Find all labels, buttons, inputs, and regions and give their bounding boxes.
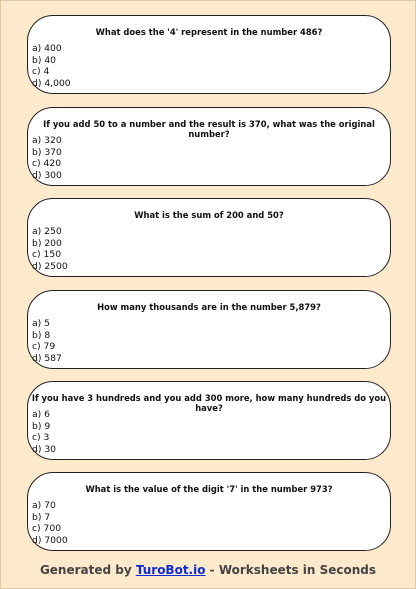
question-text: If you have 3 hundreds and you add 300 more, how many hundreds do you have? bbox=[31, 393, 387, 413]
option-a: a) 250 bbox=[32, 226, 62, 237]
option-b: b) 8 bbox=[32, 329, 51, 341]
question-text: What is the value of the digit '7' in the number 973? bbox=[85, 484, 333, 494]
question-text: What is the sum of 200 and 50? bbox=[134, 210, 284, 220]
option-b: b) 40 bbox=[32, 54, 57, 66]
option-d: d) 7000 bbox=[32, 534, 68, 546]
question-card-5 bbox=[27, 381, 391, 460]
option-a: a) 6 bbox=[32, 409, 50, 420]
footer-suffix: - Worksheets in Seconds bbox=[205, 563, 377, 577]
option-d: d) 30 bbox=[32, 443, 57, 455]
option-a: a) 5 bbox=[32, 318, 50, 329]
question-card-1 bbox=[27, 15, 391, 94]
answer-options bbox=[32, 409, 56, 455]
option-b: b) 9 bbox=[32, 420, 51, 432]
footer-prefix: Generated by bbox=[39, 563, 136, 577]
turobot-link[interactable]: TuroBot.io bbox=[135, 563, 206, 577]
question-text: What does the '4' represent in the number 486? bbox=[95, 27, 323, 37]
option-a: a) 400 bbox=[32, 43, 62, 54]
answer-options bbox=[32, 135, 62, 181]
option-c: c) 3 bbox=[32, 432, 50, 444]
option-a: a) 70 bbox=[32, 500, 56, 511]
option-d: d) 4,000 bbox=[32, 77, 71, 89]
question-card-3 bbox=[27, 198, 391, 277]
option-c: c) 79 bbox=[32, 341, 56, 353]
option-c: c) 150 bbox=[32, 249, 62, 261]
option-d: d) 300 bbox=[32, 169, 62, 181]
answer-options bbox=[32, 226, 68, 272]
question-card-2 bbox=[27, 107, 391, 186]
answer-options bbox=[32, 43, 71, 89]
question-card-4 bbox=[27, 290, 391, 369]
question-card-6 bbox=[27, 472, 391, 551]
option-b: b) 7 bbox=[32, 511, 51, 523]
answer-options bbox=[32, 318, 62, 364]
option-b: b) 200 bbox=[32, 237, 62, 249]
option-c: c) 4 bbox=[32, 66, 50, 78]
option-d: d) 2500 bbox=[32, 260, 68, 272]
option-d: d) 587 bbox=[32, 352, 62, 364]
answer-options bbox=[32, 500, 68, 546]
question-text: How many thousands are in the number 5,879? bbox=[97, 302, 321, 312]
option-a: a) 320 bbox=[32, 135, 62, 146]
option-b: b) 370 bbox=[32, 146, 62, 158]
option-c: c) 700 bbox=[32, 523, 62, 535]
footer-credit bbox=[1, 563, 415, 577]
option-c: c) 420 bbox=[32, 158, 62, 170]
question-text: If you add 50 to a number and the result is 370, what was the original number? bbox=[43, 119, 375, 139]
